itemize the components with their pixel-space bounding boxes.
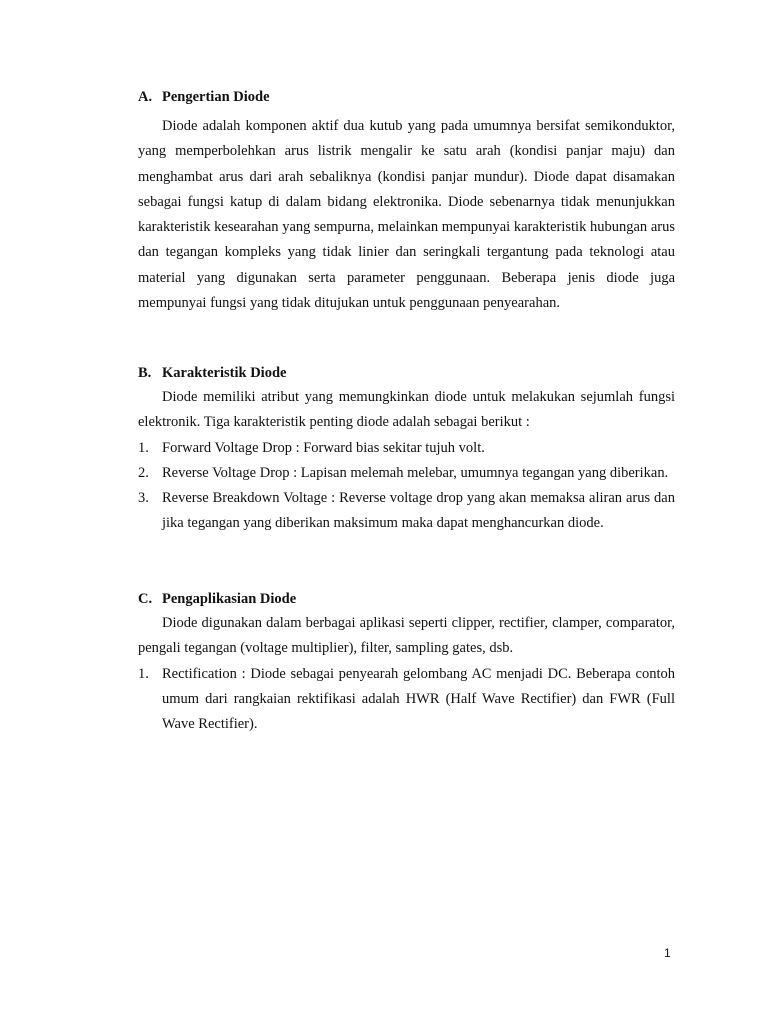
numbered-list bbox=[138, 662, 675, 738]
list-item bbox=[138, 662, 675, 738]
list-number: 1. bbox=[138, 439, 149, 456]
section-heading bbox=[138, 87, 675, 107]
numbered-list bbox=[138, 436, 675, 537]
section-letter: B. bbox=[138, 365, 152, 381]
section-c bbox=[138, 589, 675, 737]
section-title: Pengaplikasian Diode bbox=[162, 591, 297, 607]
list-item bbox=[138, 486, 675, 537]
section-letter: A. bbox=[138, 89, 153, 105]
list-text: Reverse Voltage Drop : Lapisan melemah melebar, umumnya tegangan yang diberikan. bbox=[162, 464, 669, 481]
section-title: Karakteristik Diode bbox=[162, 365, 287, 381]
section-paragraph: Diode digunakan dalam berbagai aplikasi seperti clipper, rectifier, clamper, comparator, pengali tegangan (voltage multiplier), filter, sampling gates, dsb. bbox=[138, 615, 675, 657]
section-title: Pengertian Diode bbox=[162, 89, 270, 105]
section-a bbox=[138, 87, 675, 316]
list-number: 3. bbox=[138, 490, 149, 507]
section-heading bbox=[138, 363, 675, 383]
list-text: Forward Voltage Drop : Forward bias sekitar tujuh volt. bbox=[162, 439, 485, 456]
section-paragraph: Diode memiliki atribut yang memungkinkan diode untuk melakukan sejumlah fungsi elektronik. Tiga karakteristik penting diode adalah sebagai berikut : bbox=[138, 389, 675, 431]
list-item bbox=[138, 436, 675, 461]
section-paragraph: Diode adalah komponen aktif dua kutub yang pada umumnya bersifat semikonduktor, yang memperbolehkan arus listrik mengalir ke satu arah (kondisi panjar maju) dan menghambat arus dari arah sebaliknya (kondisi panjar mundur). Diode dapat disamakan sebagai fungsi katup di dalam bidang elektronika. Diode sebenarnya tidak menunjukkan karakteristik kesearahan yang sempurna, melainkan mempunyai karakteristik hubungan arus dan tegangan kompleks yang tidak linier dan seringkali tergantung pada teknologi atau material yang digunakan serta parameter penggunaan. Beberapa jenis diode juga mempunyai fungsi yang tidak ditujukan untuk penggunaan penyearahan. bbox=[138, 118, 675, 312]
list-number: 2. bbox=[138, 464, 149, 481]
list-item bbox=[138, 461, 675, 486]
section-heading bbox=[138, 589, 675, 609]
list-number: 1. bbox=[138, 665, 149, 682]
section-b bbox=[138, 363, 675, 537]
list-text: Rectification : Diode sebagai penyearah gelombang AC menjadi DC. Beberapa contoh umum dari rangkaian rektifikasi adalah HWR (Half Wave Rectifier) dan FWR (Full Wave Rectifier). bbox=[162, 665, 675, 733]
page-number: 1 bbox=[664, 946, 671, 960]
list-text: Reverse Breakdown Voltage : Reverse voltage drop yang akan memaksa aliran arus dan jika tegangan yang diberikan maksimum maka dapat menghancurkan diode. bbox=[162, 490, 675, 532]
section-letter: C. bbox=[138, 591, 153, 607]
